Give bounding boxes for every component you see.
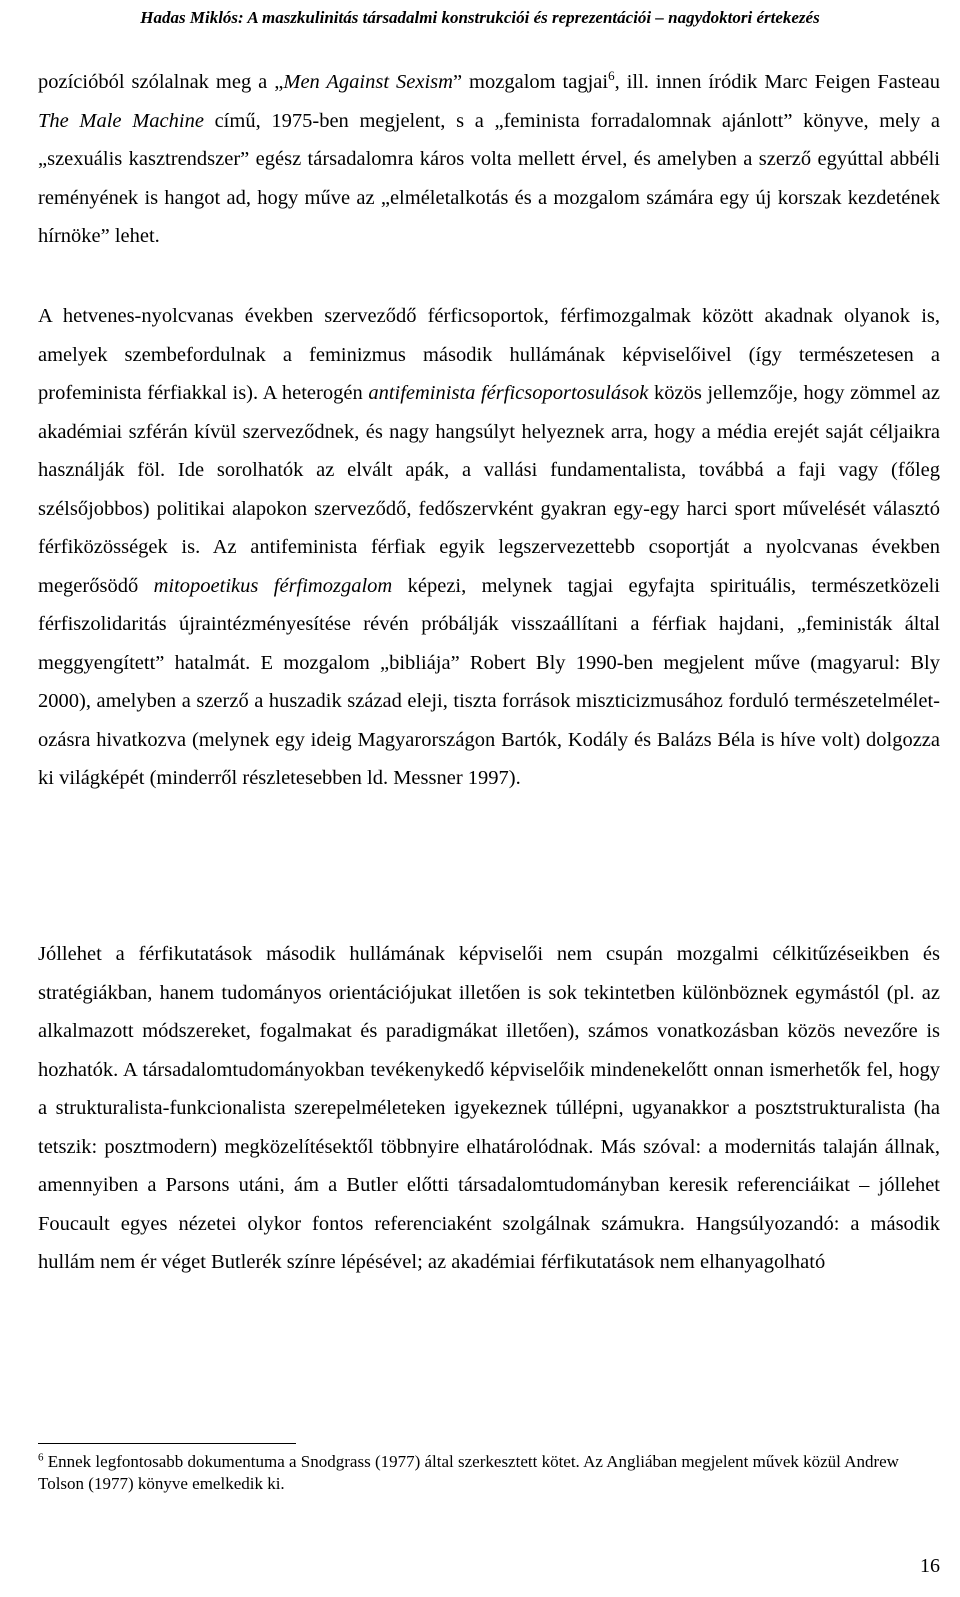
running-header: Hadas Miklós: A maszkulinitás társadalmi konstrukciói és reprezentációi – nagydoktori értekezés — [140, 8, 820, 27]
footnote — [38, 1451, 940, 1495]
paragraph-1-italic-a: Men Against Sexism — [283, 71, 453, 93]
paragraph-2-text-b: közös jellemzője, hogy zömmel az akadémiai szférán kívül szerveződnek, és nagy hangsúlyt helyeznek arra, hogy a média erejét saját céljaikra használják föl. Ide sorolhatók az elvált apák, a vallási fundamentalista, továbbá a faji vagy (főleg szélsőjobbos) politikai alapokon szerveződő, fedőszervként gyakran egy-egy harci sport művelését választó férfiközösségek is. Az antifeminista férfiak egyik legszervezettebb csoportját a nyolcvanas években megerősödő — [38, 382, 940, 597]
paragraph-2-italic-b: mitopoetikus férfimozgalom — [153, 574, 393, 597]
paragraph-1-italic-b: The Male Machine — [38, 109, 204, 132]
paragraph-2 — [38, 297, 940, 798]
paragraph-1-text-a: pozícióból szólalnak meg a „ — [38, 71, 284, 93]
paragraph-2-text-c: képezi, melynek tagjai egyfajta spirituális, természetközeli férfiszolidaritás újraintézményesítése révén próbálják visszaállítani a férfiak hajdani, „feministák által meggyengített” hatalmát. E mozgalom „bibliája” Robert Bly 1990-ben megjelent műve (magyarul: Bly 2000), amelyben a szerző a huszadik század eleji, tiszta források miszticizmusához forduló természetelméletozásra hivatkozva (melynek egy ideig Magyarországon Bartók, Kodály és Balázs Béla is híve volt) dolgozza ki világképét (minderről részletesebben ld. Messner 1997). — [38, 574, 940, 789]
paragraph-3-text: Jóllehet a férfikutatások második hullámának képviselői nem csupán mozgalmi célkitűzéseikben és stratégiákban, hanem tudományos orientációjukat illetően is sok tekintetben különböznek egymástól (pl. az alkalmazott módszereket, fogalmakat és paradigmákat illetően), számos vonatkozásban közös nevezőre is hozhatók. A társadalomtudományokban tevékenykedő képviselőik mindenekelőtt onnan ismerhetők fel, hogy a strukturalista-funkcionalista szerepelméleteken igyekeznek túllépni, ugyanakkor a posztstrukturalista (ha tetszik: posztmodern) megközelítésektől többnyire elhatárolódnak. Más szóval: a modernitás talaján állnak, amennyiben a Parsons utáni, ám a Butler előtti társadalomtudományban keresik referenciáikat – jóllehet Foucault egyes nézetei olykor fontos referenciaként szolgálnak számukra. Hangsúlyozandó: a második hullám nem ér véget Butlerék színre lépésével; az akadémiai férfikutatások nem elhanyagolható — [38, 943, 940, 1273]
footnote-mark: 6 — [38, 1451, 44, 1464]
paragraph-1-text-b: ” mozgalom tagjai — [452, 71, 609, 93]
paragraph-1-text-c: , ill. innen íródik Marc Feigen Fasteau — [614, 71, 941, 93]
page-number: 16 — [920, 1555, 940, 1577]
footnote-reference[interactable]: 6 — [608, 68, 615, 84]
paragraph-1-text-d: című, 1975-ben megjelent, s a „feminista forradalomnak ajánlott” könyve, mely a „szexuális kasztrendszer” egész társadalomra káros volta mellett érvel, és amelyben a szerző egyúttal abbéli reményének is hangot ad, hogy műve az „elméletalkotás és a mozgalom számára egy új korszak kezdetének hírnöke” lehet. — [38, 109, 940, 247]
paragraph-1 — [38, 63, 940, 256]
paragraph-2-italic-a: antifeminista férficsoportosulások — [368, 382, 649, 404]
paragraph-2-text-a: A hetvenes-nyolcvanas években szerveződő férficsoportok, férfimozgalmak között akadnak olyanok is, amelyek szembefordulnak a feminizmus második hullámának képviselőivel (így természetesen a profeminista férfiakkal is). A heterogén — [38, 305, 940, 404]
footnote-text: Ennek legfontosabb dokumentuma a Snodgrass (1977) által szerkesztett kötet. Az Angliában megjelent művek közül Andrew Tolson (1977) könyve emelkedik ki. — [38, 1452, 899, 1493]
footnote-separator — [38, 1443, 296, 1444]
paragraph-3 — [38, 935, 940, 1282]
